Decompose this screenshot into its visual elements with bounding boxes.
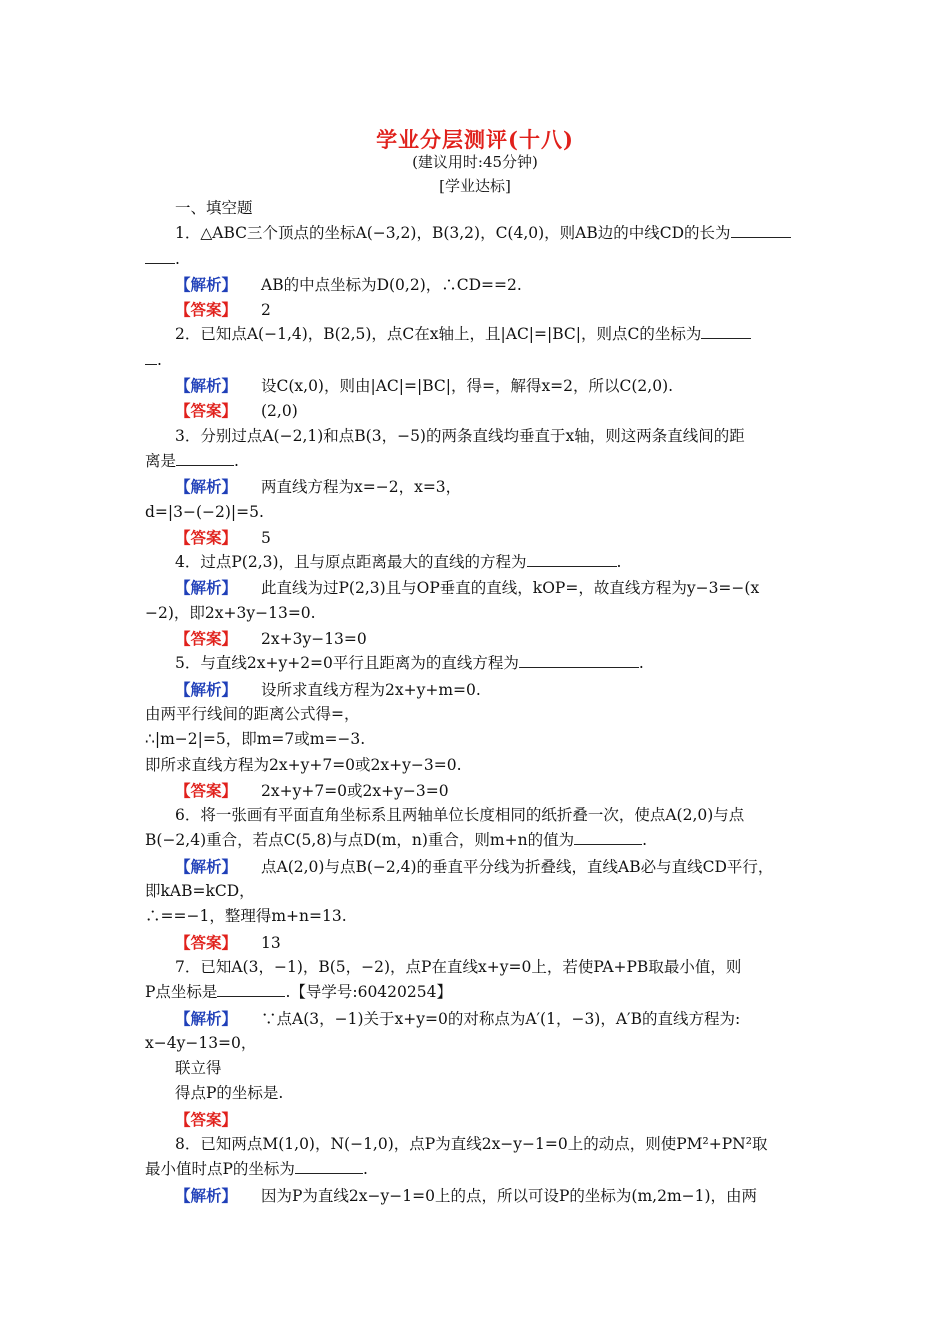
line-text: 6．将一张画有平面直角坐标系且两轴单位长度相同的纸折叠一次，使点A(2,0)与点 <box>175 806 745 825</box>
analysis-line <box>145 474 810 499</box>
text-line <box>145 424 810 449</box>
line-text-tail: . <box>234 451 239 470</box>
line-text: 2 <box>261 301 271 320</box>
text-line <box>145 1056 810 1081</box>
answer-blank <box>574 830 642 845</box>
line-text-tail: .【导学号:60420254】 <box>285 983 452 1002</box>
answer-blank <box>295 1159 363 1174</box>
answer-line <box>145 626 810 651</box>
line-text-tail: . <box>616 553 622 572</box>
text-line <box>145 550 810 575</box>
line-text: 此直线为过P(2,3)且与OP垂直的直线，kOP=，故直线方程为y−3=−(x <box>261 579 760 598</box>
line-text: . <box>157 350 162 369</box>
answer-tag: 【答案】 <box>175 527 238 547</box>
answer-blank <box>217 982 285 997</box>
text-line <box>145 1157 810 1182</box>
line-text: 5．与直线2x+y+2=0平行且距离为的直线方程为 <box>175 654 519 673</box>
line-text: 得点P的坐标是. <box>175 1084 284 1103</box>
answer-line <box>145 525 810 550</box>
answer-blank <box>145 249 175 264</box>
line-text: 4．过点P(2,3)，且与原点距离最大的直线的方程为 <box>175 553 527 572</box>
analysis-line <box>145 677 810 702</box>
line-text: (2,0) <box>261 402 298 421</box>
answer-tag: 【答案】 <box>175 401 238 421</box>
line-text: 由两平行线间的距离公式得=， <box>145 704 360 723</box>
analysis-tag: 【解析】 <box>175 1008 238 1028</box>
answer-blank <box>519 653 639 668</box>
line-text: 5 <box>261 528 271 547</box>
line-text: 一、填空题 <box>175 199 253 217</box>
text-line <box>145 221 810 246</box>
text-line <box>145 348 810 373</box>
analysis-line <box>145 272 810 297</box>
text-line <box>145 753 810 778</box>
answer-tag: 【答案】 <box>175 1109 238 1129</box>
text-line <box>145 1132 810 1157</box>
analysis-line <box>145 854 810 879</box>
line-text: 3．分别过点A(−2,1)和点B(3，−5)的两条直线均垂直于x轴，则这两条直线间的距 <box>175 426 745 445</box>
text-line <box>145 196 810 221</box>
text-line <box>145 651 810 676</box>
document-body <box>145 196 810 1208</box>
text-line <box>145 247 810 272</box>
text-line <box>145 322 810 347</box>
line-text: 点A(2,0)与点B(−2,4)的垂直平分线为折叠线，直线AB必与直线CD平行， <box>261 857 774 876</box>
analysis-line <box>145 1006 810 1031</box>
answer-tag: 【答案】 <box>175 780 238 800</box>
text-line <box>145 955 810 980</box>
line-text: 2x+y+7=0或2x+y−3=0 <box>261 781 449 800</box>
line-text: 设所求直线方程为2x+y+m=0. <box>261 680 481 699</box>
answer-blank <box>731 223 791 238</box>
line-text: 7．已知A(3，−1)，B(5，−2)，点P在直线x+y=0上，若使PA+PB取最小值，则 <box>175 957 742 976</box>
analysis-line <box>145 575 810 600</box>
answer-tag: 【答案】 <box>175 300 238 320</box>
analysis-tag: 【解析】 <box>175 856 238 876</box>
line-text: . <box>175 249 180 268</box>
text-line <box>145 601 810 626</box>
line-text: 2x+3y−13=0 <box>261 630 367 649</box>
answer-tag: 【答案】 <box>175 932 238 952</box>
answer-blank <box>527 552 617 567</box>
analysis-line <box>145 1183 810 1208</box>
line-text: 13 <box>261 933 281 952</box>
page-title: 学业分层测评(十八) <box>376 127 574 152</box>
line-text: −2)，即2x+3y−13=0. <box>145 603 316 622</box>
text-line <box>145 702 810 727</box>
analysis-tag: 【解析】 <box>175 274 238 294</box>
page-subtitle: (建议用时:45分钟) <box>412 153 538 171</box>
analysis-tag: 【解析】 <box>175 376 238 396</box>
line-text: 8．已知两点M(1,0)，N(−1,0)，点P为直线2x−y−1=0上的动点，则使PM²+PN²取 <box>175 1134 768 1153</box>
answer-blank <box>701 324 751 339</box>
line-text: AB的中点坐标为D(0,2)，∴CD==2. <box>261 275 522 294</box>
line-text-tail: . <box>642 831 648 850</box>
line-text: 最小值时点P的坐标为 <box>145 1160 295 1179</box>
line-text: 离是 <box>145 451 177 470</box>
line-text-tail: . <box>362 1160 368 1179</box>
text-line <box>145 803 810 828</box>
line-text: 即kAB=kCD， <box>145 882 255 901</box>
text-line <box>145 980 810 1005</box>
text-line <box>145 904 810 929</box>
line-text: 因为P为直线2x−y−1=0上的点，所以可设P的坐标为(m,2m−1)，由两 <box>261 1186 758 1205</box>
line-text-tail: . <box>638 654 644 673</box>
line-text: d=|3−(−2)|=5. <box>145 502 264 521</box>
line-text: ∴==−1，整理得m+n=13. <box>145 907 347 926</box>
line-text: 即所求直线方程为2x+y+7=0或2x+y−3=0. <box>145 755 462 774</box>
text-line <box>145 727 810 752</box>
text-line <box>145 449 810 474</box>
analysis-tag: 【解析】 <box>175 578 238 598</box>
line-text: ∵点A(3，−1)关于x+y=0的对称点为A′(1，−3)，A′B的直线方程为: <box>261 1009 741 1028</box>
answer-line <box>145 778 810 803</box>
line-text: P点坐标是 <box>145 983 218 1002</box>
line-text: 2．已知点A(−1,4)，B(2,5)，点C在x轴上，且|AC|=|BC|，则点C的坐标为 <box>175 325 702 344</box>
analysis-tag: 【解析】 <box>175 679 238 699</box>
line-text: 1．△ABC三个顶点的坐标A(−3,2)，B(3,2)，C(4,0)，则AB边的中线CD的长为 <box>175 224 731 243</box>
answer-blank <box>176 451 234 466</box>
answer-blank <box>145 350 157 365</box>
line-text: x−4y−13=0， <box>145 1033 257 1052</box>
answer-line <box>145 1107 810 1132</box>
answer-line <box>145 398 810 423</box>
text-line <box>145 1031 810 1056</box>
analysis-line <box>145 373 810 398</box>
text-line <box>145 1081 810 1106</box>
analysis-tag: 【解析】 <box>175 1185 238 1205</box>
answer-line <box>145 930 810 955</box>
text-line <box>145 879 810 904</box>
line-text: 两直线方程为x=−2，x=3， <box>261 478 462 497</box>
section-heading: [学业达标] <box>439 177 511 195</box>
text-line <box>145 500 810 525</box>
analysis-tag: 【解析】 <box>175 477 238 497</box>
text-line <box>145 828 810 853</box>
line-text: 联立得 <box>175 1059 222 1078</box>
answer-line <box>145 297 810 322</box>
line-text: ∴|m−2|=5，即m=7或m=−3. <box>145 730 366 749</box>
line-text: B(−2,4)重合，若点C(5,8)与点D(m，n)重合，则m+n的值为 <box>145 831 575 850</box>
answer-tag: 【答案】 <box>175 629 238 649</box>
line-text: 设C(x,0)，则由|AC|=|BC|，得=，解得x=2，所以C(2,0). <box>261 377 674 396</box>
